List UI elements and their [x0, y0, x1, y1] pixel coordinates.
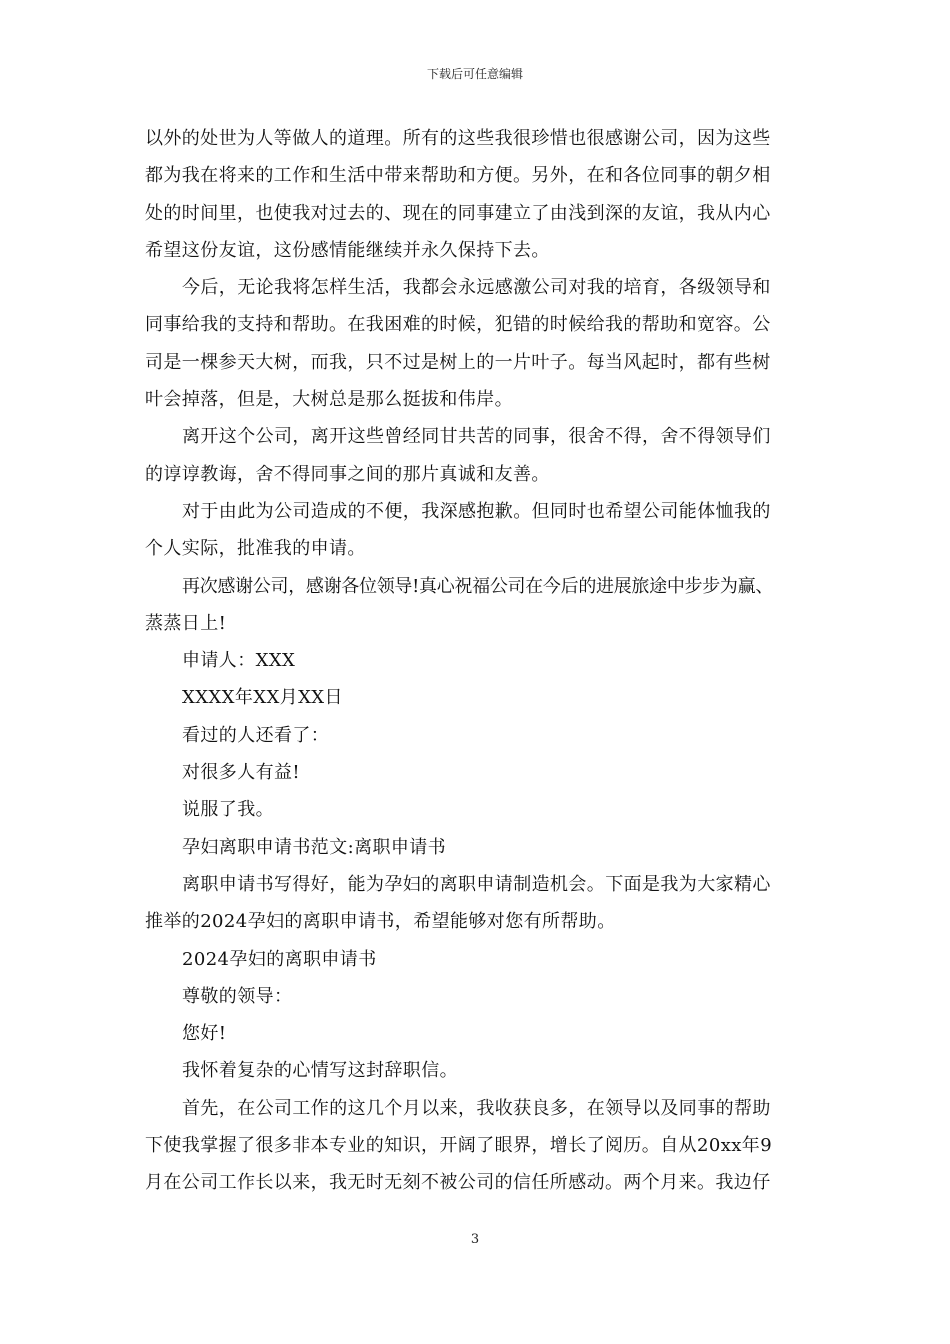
applicant-line: 申请人：XXX [182, 650, 296, 672]
text-line: 同事给我的支持和帮助。在我困难的时候，犯错的时候给我的帮助和宽容。公 [145, 314, 771, 336]
document-body [145, 120, 810, 1202]
text-line: 看过的人还看了： [182, 724, 330, 746]
text-line: 月在公司工作长以来，我无时无刻不被公司的信任所感动。两个月来。我边仔 [145, 1172, 771, 1194]
text-line: 说服了我。 [182, 799, 274, 821]
page-header-note: 下载后可任意编辑 [426, 67, 523, 81]
letter-title: 2024孕妇的离职申请书 [182, 948, 377, 970]
text-line: 司是一棵参天大树，而我，只不过是树上的一片叶子。每当风起时，都有些树 [145, 351, 771, 373]
text-line: 推举的2024孕妇的离职申请书，希望能够对您有所帮助。 [145, 911, 616, 933]
text-line: 处的时间里，也使我对过去的、现在的同事建立了由浅到深的友谊，我从内心 [145, 202, 771, 224]
text-line: 再次感谢公司，感谢各位领导!真心祝福公司在今后的进展旅途中步步为赢、 [182, 575, 774, 597]
greeting: 您好! [182, 1023, 227, 1045]
text-line: 今后，无论我将怎样生活，我都会永远感激公司对我的培育，各级领导和 [182, 277, 771, 299]
date-line: XXXX年XX月XX日 [182, 687, 343, 709]
text-line: 都为我在将来的工作和生活中带来帮助和方便。另外，在和各位同事的朝夕相 [145, 165, 771, 187]
text-line: 离职申请书写得好，能为孕妇的离职申请制造机会。下面是我为大家精心 [182, 873, 771, 895]
text-line: 离开这个公司，离开这些曾经同甘共苦的同事，很舍不得，舍不得领导们 [182, 426, 771, 448]
text-line: 的谆谆教诲，舍不得同事之间的那片真诚和友善。 [145, 463, 550, 485]
text-line: 下使我掌握了很多非本专业的知识，开阔了眼界，增长了阅历。自从20xx年9 [145, 1135, 773, 1157]
salutation: 尊敬的领导： [182, 985, 293, 1007]
text-line: 叶会掉落，但是，大树总是那么挺拔和伟岸。 [145, 389, 513, 411]
text-line: 蒸蒸日上! [145, 612, 227, 634]
section-title: 孕妇离职申请书范文:离职申请书 [182, 836, 447, 858]
text-line: 对于由此为公司造成的不便，我深感抱歉。但同时也希望公司能体恤我的 [182, 500, 771, 522]
text-line: 个人实际，批准我的申请。 [145, 538, 366, 560]
page-number: 3 [470, 1232, 480, 1247]
text-line: 以外的处世为人等做人的道理。所有的这些我很珍惜也很感谢公司，因为这些 [145, 128, 771, 149]
text-line: 对很多人有益! [182, 762, 301, 784]
text-line: 首先，在公司工作的这几个月以来，我收获良多，在领导以及同事的帮助 [182, 1097, 771, 1119]
text-line: 希望这份友谊，这份感情能继续并永久保持下去。 [145, 239, 550, 261]
text-line: 我怀着复杂的心情写这封辞职信。 [182, 1060, 458, 1082]
